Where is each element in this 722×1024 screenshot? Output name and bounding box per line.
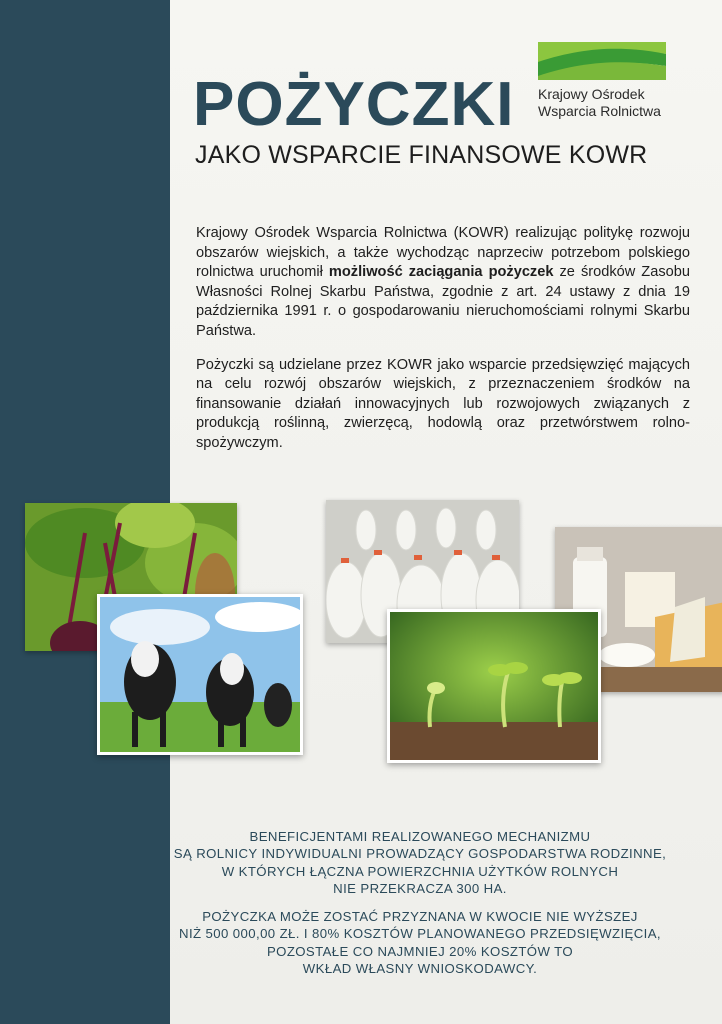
logo-text-line1: Krajowy Ośrodek	[538, 86, 645, 102]
loan-line-4: WKŁAD WŁASNY WNIOSKODAWCY.	[302, 961, 538, 977]
loan-amount-text	[150, 908, 690, 978]
loan-line-3: POZOSTAŁE CO NAJMNIEJ 20% KOSZTÓW TO	[266, 943, 574, 959]
beneficiaries-line-2: SĄ ROLNICY INDYWIDUALNI PROWADZĄCY GOSPODARSTWA RODZINNE,	[173, 846, 667, 862]
loan-line-1: POŻYCZKA MOŻE ZOSTAĆ PRZYZNANA W KWOCIE NIE WYŻSZEJ	[202, 909, 638, 924]
intro-paragraph-2: Pożyczki są udzielane przez KOWR jako wsparcie przedsięwzięć mających na celu rozwój obszarów wiejskich, z przeznaczeniem środków na finansowanie działań innowacyjnych lub rozwojowych związanych z produkcją roślinną, zwierzęcą, hodowlą oraz przetwórstwem rolno-spożywczym.	[196, 356, 690, 451]
beneficiaries-line-4: NIE PRZEKRACZA 300 HA.	[333, 881, 507, 897]
beneficiaries-line-3: W KTÓRYCH ŁĄCZNA POWIERZCHNIA UŻYTKÓW ROLNYCH	[221, 863, 619, 879]
beneficiaries-text	[150, 828, 690, 898]
page-title: POŻYCZKI	[193, 70, 515, 139]
p1-text-b: ze środków Zasobu Własności Rolnej Skarbu Państwa, zgodnie z art. 24 ustawy z dnia 19 października 1991 r. o gospodarowaniu nieruchomościami rolnymi Skarbu Państwa.	[196, 264, 690, 339]
page-subtitle: JAKO WSPARCIE FINANSOWE KOWR	[195, 141, 648, 169]
logo-text-line2: Wsparcia Rolnictwa	[538, 103, 661, 119]
p1-text-a: Krajowy Ośrodek Wsparcia Rolnictwa (KOWR) realizując politykę rozwoju obszarów wiejskich, a także wychodząc naprzeciw potrzebom polskiego rolnictwa uruchomił	[196, 225, 690, 281]
beneficiaries-line-1: BENEFICJENTAMI REALIZOWANEGO MECHANIZMU	[249, 829, 591, 844]
p1-bold: możliwość zaciągania pożyczek	[328, 264, 554, 281]
loan-line-2: NIŻ 500 000,00 ZŁ. I 80% KOSZTÓW PLANOWANEGO PRZEDSIĘWZIĘCIA,	[179, 926, 661, 942]
